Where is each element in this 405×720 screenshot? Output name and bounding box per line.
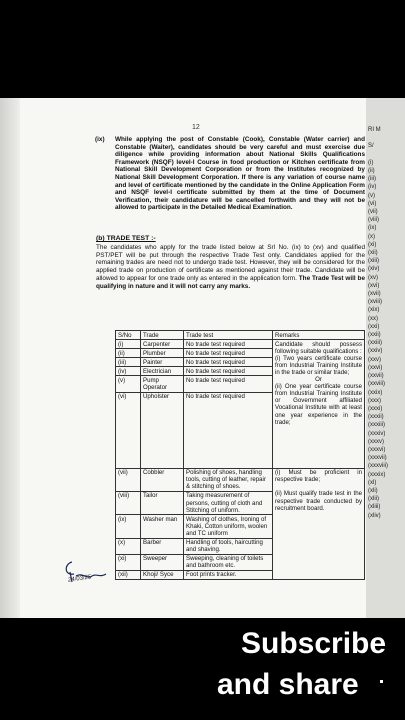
row-sno: (iv) bbox=[116, 367, 141, 376]
table-row bbox=[116, 468, 365, 491]
row-sno: (x) bbox=[116, 538, 141, 554]
paragraph-ix-label: (ix) bbox=[95, 136, 105, 143]
row-test: Handling of tools, haircutting and shaving. bbox=[184, 538, 273, 554]
row-test: Washing of clothes, Ironing of Khaki, Cotton uniform, woolen and TC uniform bbox=[184, 515, 273, 538]
row-sno: (xi) bbox=[116, 554, 141, 570]
row-test: No trade test required bbox=[184, 349, 273, 358]
document-page bbox=[20, 98, 366, 618]
share-overlay-text: and share bbox=[217, 668, 359, 701]
remarks-option-2: (ii) One year certificate course from Industrial Training Institute or Government affiliated Vocational Institute with at least one year experience in the trade; bbox=[275, 383, 362, 426]
row-trade: Cobbler bbox=[141, 468, 184, 491]
remarks-requirement-2: (ii) Must qualify trade test in the respective trade conducted by recruitment board. bbox=[275, 490, 362, 512]
row-test: No trade test required bbox=[184, 358, 273, 367]
document-photo bbox=[0, 98, 405, 618]
row-sno: (vii) bbox=[116, 468, 141, 491]
signature-date: 24/03/25 bbox=[67, 574, 92, 584]
row-sno: (viii) bbox=[116, 491, 141, 514]
header-sno: S/No bbox=[116, 331, 141, 340]
trade-test-bold-text: The Trade Test will be qualifying in nature and it will not carry any marks. bbox=[96, 274, 365, 290]
remarks-group-2 bbox=[273, 468, 365, 579]
page-number: 12 bbox=[192, 124, 200, 131]
page-shadow bbox=[0, 98, 20, 618]
row-trade: Pump Operator bbox=[141, 376, 184, 392]
trade-table bbox=[115, 330, 365, 580]
row-test: Sweeping, cleaning of toilets and bathroom etc. bbox=[184, 554, 273, 570]
row-sno: (ii) bbox=[116, 349, 141, 358]
table-header-row bbox=[116, 331, 365, 340]
remarks-or: Or bbox=[315, 376, 322, 384]
row-test: Foot prints tracker. bbox=[184, 570, 273, 579]
trade-test-paragraph bbox=[96, 244, 365, 290]
row-test: Polishing of shoes, handling tools, cutting of leather, repair & stitching of shoes. bbox=[184, 468, 273, 491]
header-remarks: Remarks bbox=[273, 331, 365, 340]
header-trade: Trade bbox=[141, 331, 184, 340]
remarks-option-1: (i) Two years certificate course from Industrial Training Institute in the trade or similar trade; bbox=[275, 354, 362, 376]
row-trade: Carpenter bbox=[141, 340, 184, 349]
overlay-dot bbox=[380, 680, 383, 683]
trade-test-text: The candidates who apply for the trade listed below at Srl No. (ix) to (xv) and qualified PST/PET will be put through the respective Trade Test only. Candidates applied for the remaining trades are need not to undergo trade test. However, they will be considered for the applied trade on production of certificate as mentioned against their trade. Candidate will be allowed to appear for one trade only as entered in the application form. bbox=[96, 244, 365, 282]
row-trade: Painter bbox=[141, 358, 184, 367]
header-trade-test: Trade test bbox=[184, 331, 273, 340]
remarks-requirement-1: (i) Must be proficient in respective trade; bbox=[275, 469, 362, 484]
remarks-intro: Candidate should possess following suitable qualifications : bbox=[275, 340, 362, 355]
paragraph-ix bbox=[95, 136, 365, 212]
row-sno: (xii) bbox=[116, 570, 141, 579]
row-sno: (vi) bbox=[116, 392, 141, 468]
row-trade: Washer man bbox=[141, 515, 184, 538]
subscribe-overlay-text: Subscribe bbox=[241, 627, 387, 660]
row-trade: Barber bbox=[141, 538, 184, 554]
row-trade: Plumber bbox=[141, 349, 184, 358]
row-trade: Sweeper bbox=[141, 554, 184, 570]
row-sno: (iii) bbox=[116, 358, 141, 367]
row-trade: Khoji/ Syce bbox=[141, 570, 184, 579]
paragraph-ix-text: While applying the post of Constable (Cook), Constable (Water carrier) and Constable (Waiter), candidates should be very careful and must exercise due diligence while providing information about National Skills Qualifications Framework (NSQF) level-I Course in food production or Kitchen certificate from National Skill Development Corporation or from the Institutes recognized by National Skill Development Corporation. If there is any variation of course name and level of certificate mentioned by the candidate in the Online Application Form and NSQF level-I certificate submitted by them at the time of Document Verification, their candidature will be cancelled forthwith and they will not be allowed to participate in the Detailed Medical Examination. bbox=[115, 136, 365, 212]
row-sno: (v) bbox=[116, 376, 141, 392]
section-heading: (b) TRADE TEST :- bbox=[96, 235, 156, 242]
row-test: No trade test required bbox=[184, 392, 273, 468]
row-trade: Tailor bbox=[141, 491, 184, 514]
adjacent-page-text: RI M S/ (i) (ii) (iii) (iv) (v) (vi) (vii) (viii) (ix) (x) (xi) (xii) (xiii) (xiv) (xv) (xvi) (xvii) (xviii) (xix) (xx) (xxi) (xxii) (xxiii) (xxiv) (xxv) (xxvi) (xxvii) (xxviii) (xxix) (xxx) (xxxi) (xxxii) (xxxiii) (xxxiv) (xxxv) (xxxvi) (xxxvii) (xxxviii) (xxxix) (xl) (xli) (xlii) (xliii) (xliv) bbox=[368, 127, 388, 519]
row-test: Taking measurement of persons, cutting of cloth and Stitching of uniform. bbox=[184, 491, 273, 514]
remarks-group-1 bbox=[273, 340, 365, 469]
table-row bbox=[116, 340, 365, 349]
row-trade: Upholster bbox=[141, 392, 184, 468]
row-trade: Electrician bbox=[141, 367, 184, 376]
row-sno: (i) bbox=[116, 340, 141, 349]
adjacent-page-edge bbox=[366, 98, 405, 618]
row-test: No trade test required bbox=[184, 376, 273, 392]
row-test: No trade test required bbox=[184, 340, 273, 349]
row-sno: (ix) bbox=[116, 515, 141, 538]
row-test: No trade test required bbox=[184, 367, 273, 376]
